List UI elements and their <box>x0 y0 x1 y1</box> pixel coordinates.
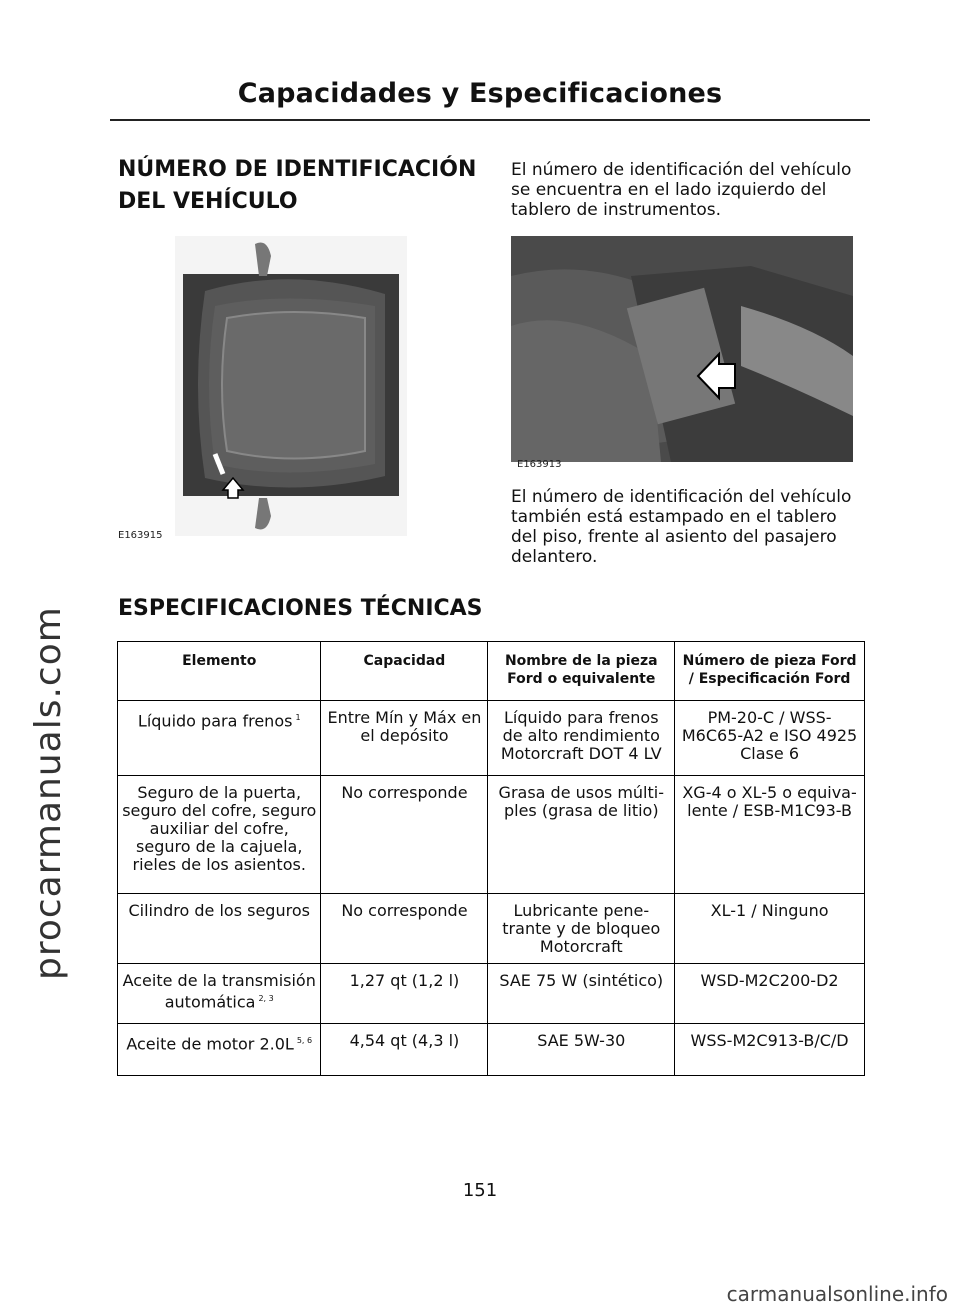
footnote-ref: 1 <box>295 713 301 722</box>
cell-part-number: XL-1 / Ninguno <box>675 894 865 964</box>
cell-element: Seguro de la puerta, seguro del cofre, seguro auxiliar del cofre, seguro de la cajuela, rieles de los asientos. <box>118 776 321 894</box>
page-header-title: Capacidades y Especificaciones <box>237 78 723 109</box>
vin-location-paragraph: El número de identificación del vehículo se encuentra en el lado izquierdo del tablero de instrumentos. <box>511 160 852 220</box>
vin-title-line2: DEL VEHÍCULO <box>118 189 298 214</box>
page-number: 151 <box>462 1180 498 1201</box>
cell-capacity: No corresponde <box>321 894 488 964</box>
vin-section-title <box>118 154 478 218</box>
cell-capacity: 4,54 qt (4,3 l) <box>321 1024 488 1076</box>
cell-element: Aceite de la transmisión automática $^{2, 3}$ <box>118 964 321 1024</box>
column-header-element: Elemento <box>118 642 321 701</box>
specs-section-title: ESPECIFICACIONES TÉCNICAS <box>118 596 483 621</box>
specifications-table <box>117 641 865 1076</box>
cell-part-name: SAE 75 W (sintético) <box>488 964 675 1024</box>
cell-part-number: XG-4 o XL-5 o equiva-lente / ESB-M1C93-B <box>675 776 865 894</box>
cell-part-name: Grasa de usos múlti-ples (grasa de litio) <box>488 776 675 894</box>
cell-element: Líquido para frenos $^1$ <box>118 701 321 776</box>
table-row <box>118 776 865 894</box>
image-code-car: E163915 <box>118 530 163 541</box>
bottom-watermark: carmanualsonline.info <box>726 1282 948 1306</box>
column-header-part-name: Nombre de la pieza Ford o equivalente <box>488 642 675 701</box>
cell-element: Cilindro de los seguros <box>118 894 321 964</box>
image-code-dashboard: E163913 <box>517 459 562 470</box>
column-header-part-number: Número de pieza Ford / Especificación Ford <box>675 642 865 701</box>
side-watermark: procarmanuals.com <box>28 606 69 980</box>
cell-part-number: PM-20-C / WSS-M6C65-A2 e ISO 4925 Clase 6 <box>675 701 865 776</box>
table-row <box>118 894 865 964</box>
table-row <box>118 1024 865 1076</box>
cell-part-name: Lubricante pene-trante y de bloqueo Motorcraft <box>488 894 675 964</box>
cell-capacity: 1,27 qt (1,2 l) <box>321 964 488 1024</box>
header-rule <box>110 119 870 121</box>
cell-part-name: SAE 5W-30 <box>488 1024 675 1076</box>
table-row <box>118 964 865 1024</box>
cell-part-number: WSD-M2C200-D2 <box>675 964 865 1024</box>
table-row <box>118 701 865 776</box>
car-top-view-illustration <box>175 236 407 536</box>
vin-title-line1: NÚMERO DE IDENTIFICACIÓN <box>118 157 477 182</box>
column-header-capacity: Capacidad <box>321 642 488 701</box>
cell-part-name: Líquido para frenos de alto rendimiento Motorcraft DOT 4 LV <box>488 701 675 776</box>
cell-capacity: Entre Mín y Máx en el depósito <box>321 701 488 776</box>
footnote-ref: 5, 6 <box>296 1036 313 1045</box>
footnote-ref: 2, 3 <box>258 994 274 1003</box>
cell-part-number: WSS-M2C913-B/C/D <box>675 1024 865 1076</box>
cell-element: Aceite de motor 2.0L $^{5, 6}$ <box>118 1024 321 1076</box>
table-header-row <box>118 642 865 701</box>
vin-floor-paragraph: El número de identificación del vehículo también está estampado en el tablero del piso, frente al asiento del pasajero delantero. <box>511 487 852 567</box>
cell-capacity: No corresponde <box>321 776 488 894</box>
dashboard-vin-illustration <box>511 236 853 462</box>
